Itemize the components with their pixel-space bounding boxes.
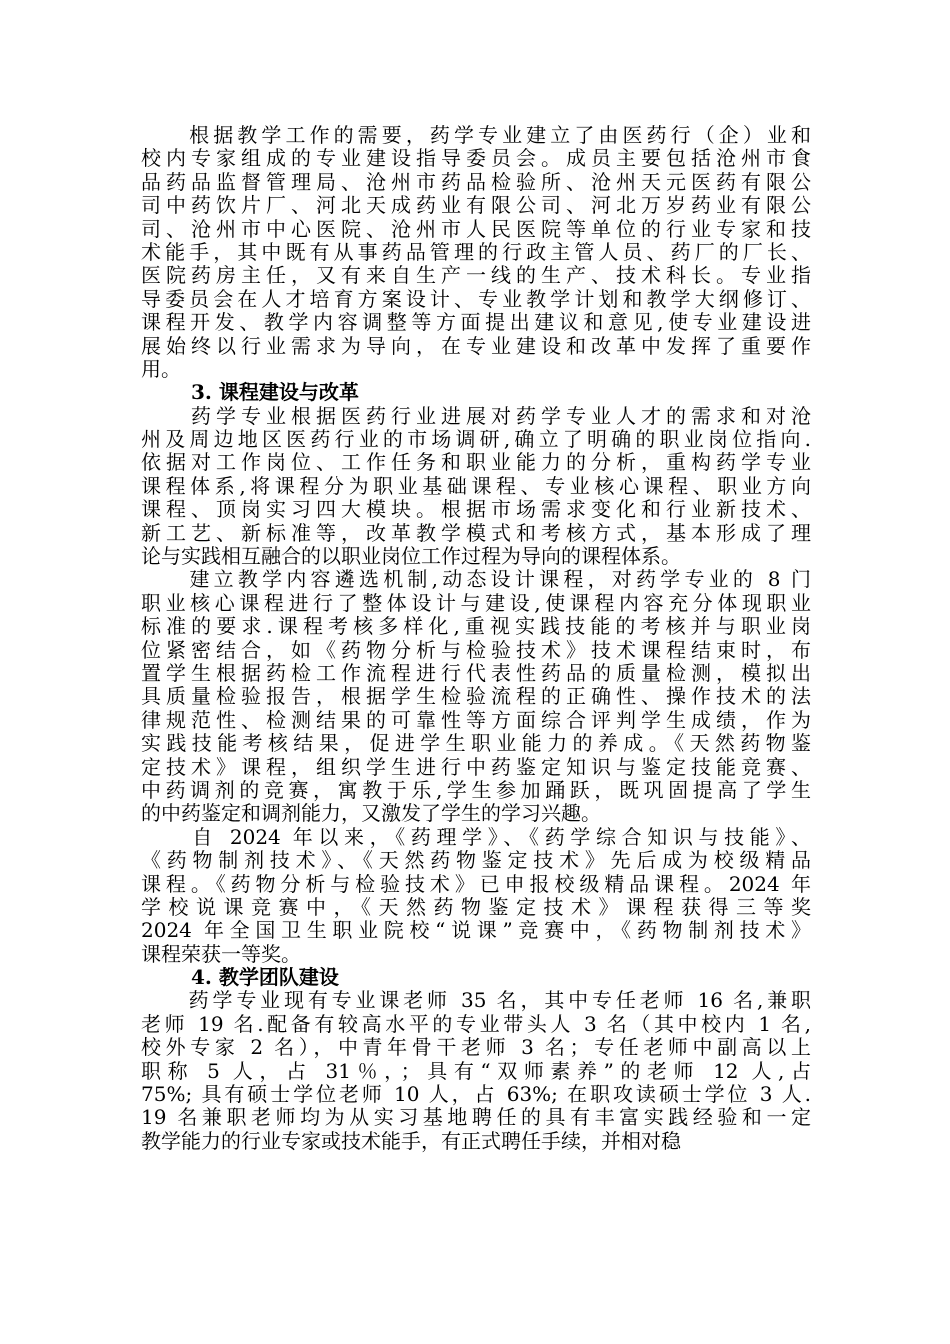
text-line: 律规范性、检测结果的可靠性等方面综合评判学生成绩，作为 [141,708,811,732]
heading-text: 4. 教学团队建设 [191,966,339,990]
text-line: 新工艺、新标准等，改革教学模式和考核方式，基本形成了理 [141,521,811,545]
text-line: 校外专家 2 名），中青年骨干老师 3 名；专任老师中副高以上 [141,1036,811,1060]
text-line: 依据对工作岗位、工作任务和职业能力的分析，重构药学专业 [141,451,811,475]
text-line: 课程。《药物分析与检验技术》已申报校级精品课程。2024 年 [141,872,811,896]
text-line: 19 名兼职老师均为从实习基地聘任的具有丰富实践经验和一定 [141,1106,811,1130]
text-line: 根据教学工作的需要，药学专业建立了由医药行（企）业和 [141,124,811,147]
text-line: 75%; 具有硕士学位老师 10 人，占 63%; 在职攻读硕士学位 3 人. [141,1083,811,1107]
text-line: 药学专业现有专业课老师 35 名，其中专任老师 16 名,兼职 [141,989,811,1013]
text-line: 品药品监督管理局、沧州市药品检验所、沧州天元医药有限公 [141,170,811,194]
text-line: 学校说课竞赛中，《天然药物鉴定技术》课程获得三等奖 [141,895,811,919]
heading-text: 3. 课程建设与改革 [191,381,359,405]
text-line: 课程开发、教学内容调整等方面提出建议和意见,使专业建设进 [141,311,811,335]
text-line: 自 2024 年以来，《药理学》、《药学综合知识与技能》、 [141,825,811,849]
text-line: 展始终以行业需求为导向，在专业建设和改革中发挥了重要作 [141,334,811,358]
text-line: 课程荣获一等奖。 [141,942,301,966]
section-heading [141,966,811,989]
text-line: 课程体系,将课程分为职业基础课程、专业核心课程、职业方向 [141,474,811,498]
text-line: 定技术》课程，组织学生进行中药鉴定知识与鉴定技能竞赛、 [141,755,811,779]
text-line: 老师 19 名.配备有较高水平的专业带头人 3 名（其中校内 1 名, [141,1012,811,1036]
text-line: 州及周边地区医药行业的市场调研,确立了明确的职业岗位指向. [141,428,811,452]
text-line: 建立教学内容遴选机制,动态设计课程，对药学专业的 8 门 [141,568,811,592]
text-line: 2024 年全国卫生职业院校“说课”竞赛中，《药物制剂技术》 [141,919,811,943]
text-line: 位紧密结合，如《药物分析与检验技术》技术课程结束时，布 [141,638,811,662]
text-line: 课程、顶岗实习四大模块。根据市场需求变化和行业新技术、 [141,498,811,522]
text-line: 中药调剂的竞赛，寓教于乐,学生参加踊跃，既巩固提高了学生 [141,778,811,802]
document-body [141,124,811,1153]
paragraph [141,124,811,381]
text-line: 职业核心课程进行了整体设计与建设,使课程内容充分体现职业 [141,591,811,615]
text-line: 置学生根据药检工作流程进行代表性药品的质量检测，模拟出 [141,661,811,685]
paragraph [141,826,811,966]
text-line: 论与实践相互融合的以职业岗位工作过程为导向的课程体系。 [141,545,681,569]
paragraph [141,989,811,1153]
text-line: 医院药房主任，又有来自生产一线的生产、技术科长。专业指 [141,264,811,288]
text-line: 《药物制剂技术》、《天然药物鉴定技术》先后成为校级精品 [141,849,811,873]
text-line: 职称 5 人，占 31％，；具有“双师素养”的老师 12 人,占 [141,1059,811,1083]
text-line: 标准的要求.课程考核多样化,重视实践技能的考核并与职业岗 [141,615,811,639]
text-line: 司中药饮片厂、河北天成药业有限公司、河北万岁药业有限公 [141,194,811,218]
paragraph [141,405,811,569]
text-line: 校内专家组成的专业建设指导委员会。成员主要包括沧州市食 [141,147,811,171]
text-line: 具质量检验报告，根据学生检验流程的正确性、操作技术的法 [141,685,811,709]
text-line: 教学能力的行业专家或技术能手，有正式聘任手续，并相对稳 [141,1129,681,1153]
text-line: 药学专业根据医药行业进展对药学专业人才的需求和对沧 [141,404,811,428]
text-line: 司、沧州市中心医院、沧州市人民医院等单位的行业专家和技 [141,217,811,241]
text-line: 术能手，其中既有从事药品管理的行政主管人员、药厂的厂长、 [141,240,811,264]
text-line: 用。 [141,357,181,381]
text-line: 导委员会在人才培育方案设计、专业教学计划和教学大纲修订、 [141,287,811,311]
section-heading [141,381,811,404]
text-line: 实践技能考核结果，促进学生职业能力的养成。《天然药物鉴 [141,732,811,756]
text-line: 的中药鉴定和调剂能力，又激发了学生的学习兴趣。 [141,802,601,826]
paragraph [141,568,811,825]
